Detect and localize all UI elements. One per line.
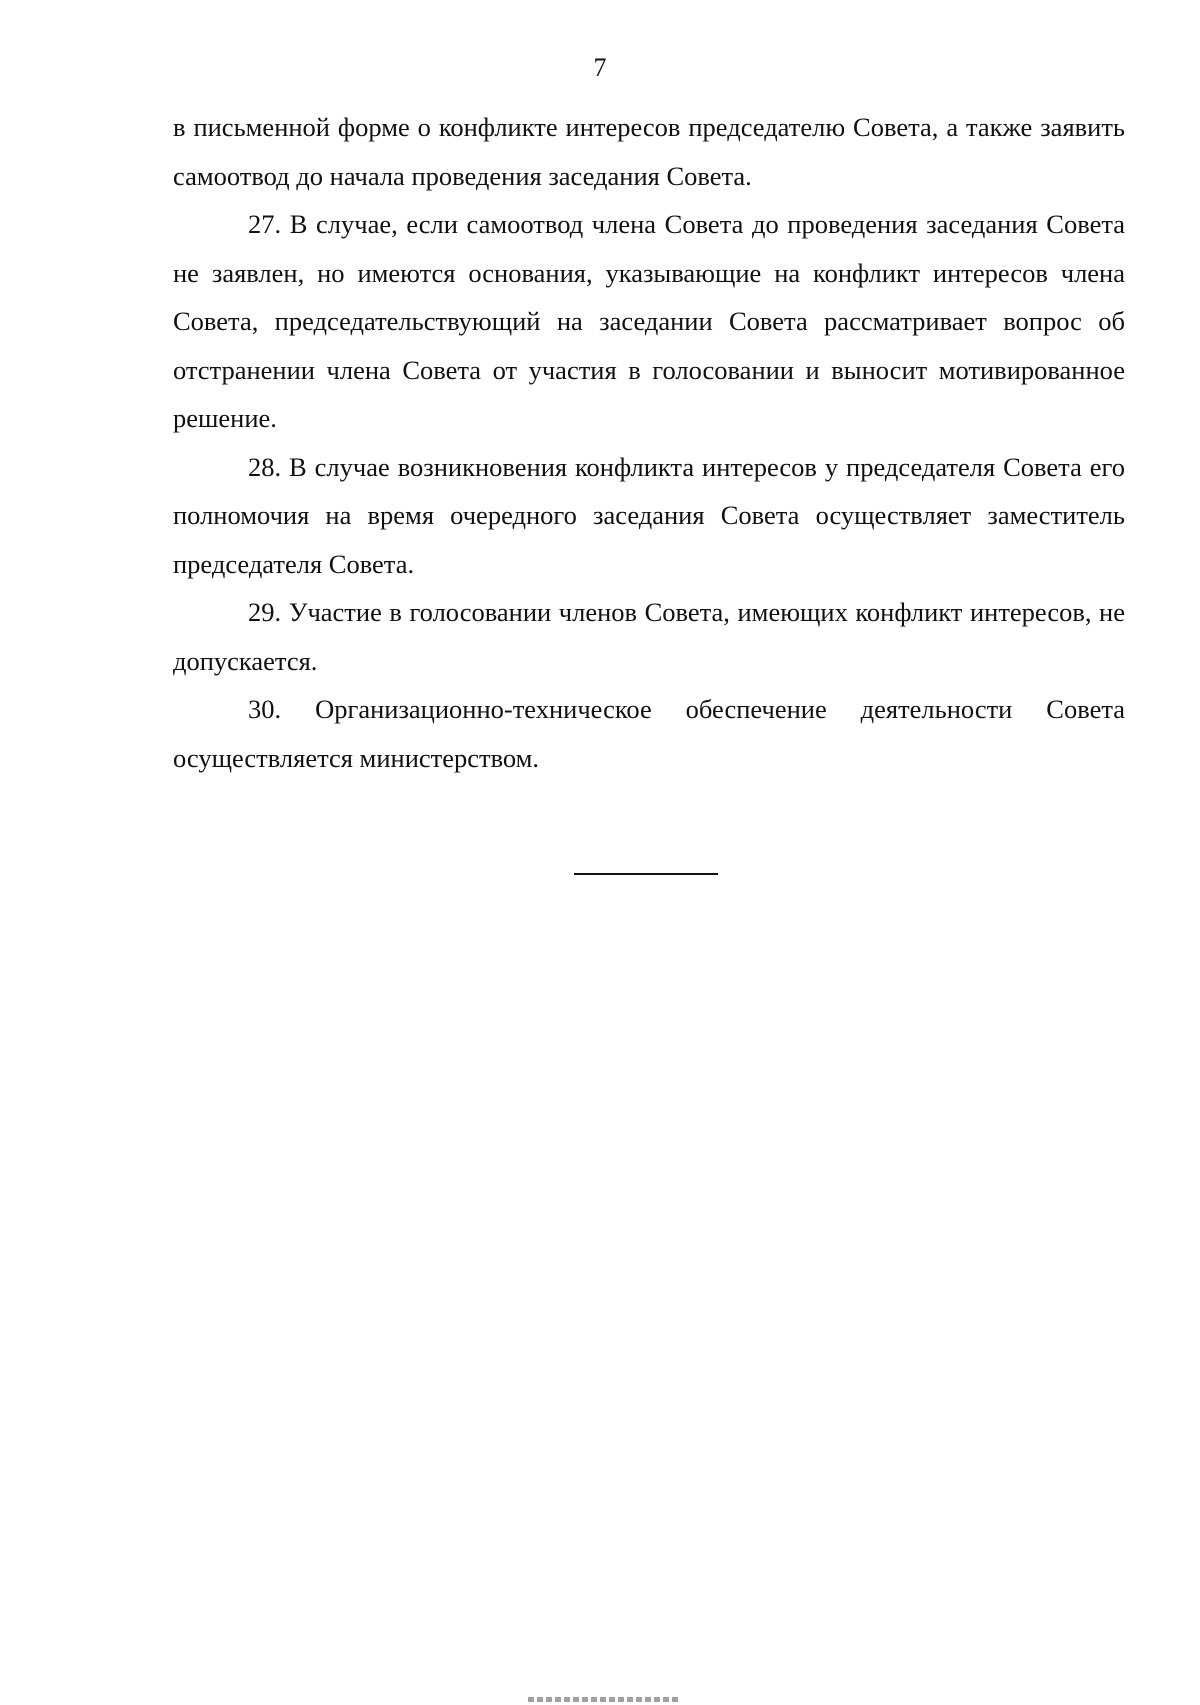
paragraph-30: 30. Организационно-техническое обеспечение деятельности Совета осуществляется министерством. <box>173 694 1125 773</box>
paragraph-28: 28. В случае возникновения конфликта интересов у председателя Совета его полномочия на время очередного заседания Совета осуществляет заместитель председателя Совета. <box>173 451 1125 579</box>
paragraph-29: 29. Участие в голосовании членов Совета, имеющих конфликт интересов, не допускается. <box>173 597 1125 676</box>
footer-scan-mark <box>528 1697 678 1702</box>
document-body <box>173 103 1125 782</box>
end-of-document-rule <box>574 873 718 875</box>
page-number: 7 <box>593 53 607 82</box>
paragraph-27: 27. В случае, если самоотвод члена Совета до проведения заседания Совета не заявлен, но имеются основания, указывающие на конфликт интересов члена Совета, председательствующий на заседании Совета рассматривает вопрос об отстранении члена Совета от участия в голосовании и выносит мотивированное решение. <box>173 209 1125 433</box>
paragraph-26-continuation: в письменной форме о конфликте интересов председателю Совета, а также заявить самоотвод до начала проведения заседания Совета. <box>173 112 1125 191</box>
